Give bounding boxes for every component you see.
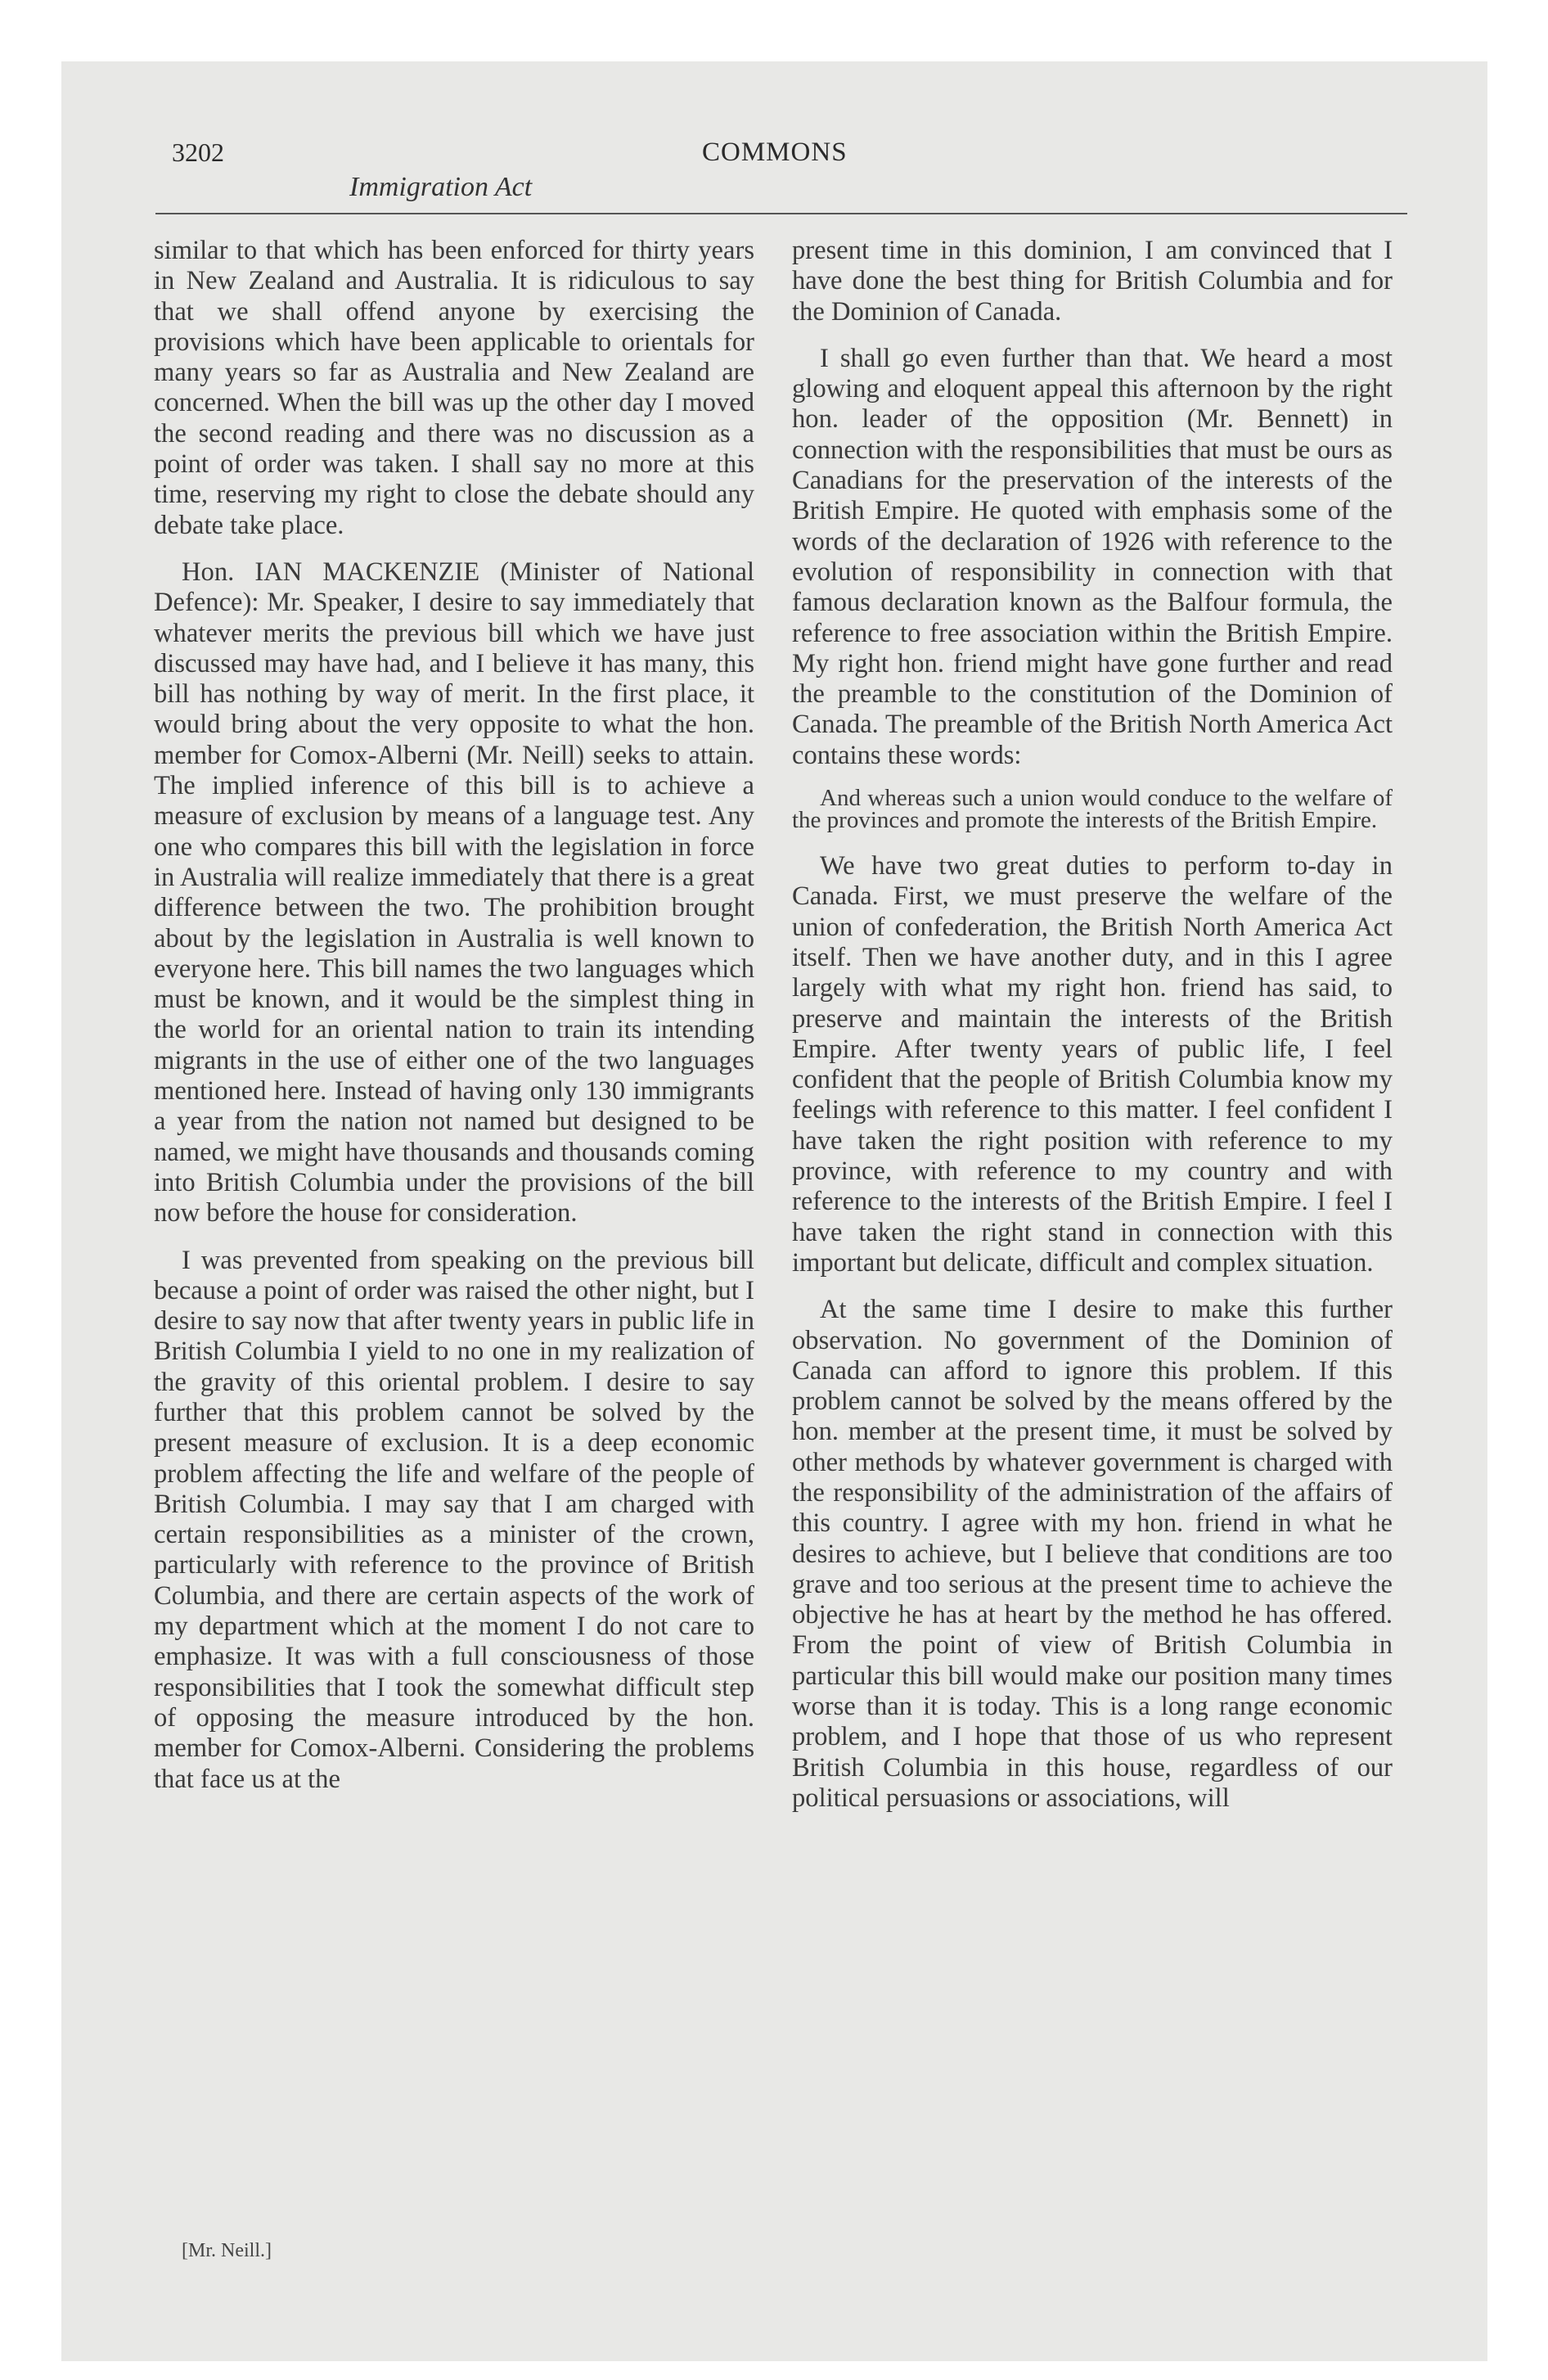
right-column [792,236,1393,1830]
paragraph: I was prevented from speaking on the previous bill because a point of order was raised the other night, but I desire to say now that after twenty years in public life in British Columbia I yield to no one in my realization of the gravity of this oriental problem. I desire to say further that this problem cannot be solved by the present measure of exclusion. It is a deep economic problem affecting the life and welfare of the people of British Columbia. I may say that I am charged with certain responsibilities as a minister of the crown, particularly with reference to the province of British Columbia, and there are certain aspects of the work of my department which at the moment I do not care to emphasize. It was with a full consciousness of those responsibilities that I took the somewhat difficult step of opposing the measure introduced by the hon. member for Comox-Alberni. Considering the problems that face us at the [154,1245,754,1794]
paragraph: I shall go even further than that. We heard a most glowing and eloquent appeal this afternoon by the right hon. leader of the opposition (Mr. Bennett) in connection with the responsibilities that must be ours as Canadians for the preservation of the interests of the British Empire. He quoted with emphasis some of the words of the declaration of 1926 with reference to the evolution of responsibility in connection with that famous declaration known as the Balfour formula, the reference to free association within the British Empire. My right hon. friend might have gone further and read the preamble to the constitution of the Dominion of Canada. The preamble of the British North America Act contains these words: [792,343,1393,770]
paragraph: similar to that which has been enforced for thirty years in New Zealand and Australia. It is ridiculous to say that we shall offend anyone by exercising the provisions which have been applicable to orientals for many years so far as Australia and New Zealand are concerned. When the bill was up the other day I moved the second reading and there was no discussion as a point of order was taken. I shall say no more at this time, reserving my right to close the debate should any debate take place. [154,236,754,540]
page-subject: Immigration Act [349,172,533,202]
page-number: 3202 [172,137,224,167]
block-quote: And whereas such a union would conduce to the welfare of the provinces and promote the interests of the British Empire. [792,785,1393,834]
left-column [154,236,754,1811]
paragraph: We have two great duties to perform to-day in Canada. First, we must preserve the welfare of the union of confederation, the British North America Act itself. Then we have another duty, and in this I agree largely with what my right hon. friend has said, to preserve and maintain the interests of the British Empire. After twenty years of public life, I feel confident that the people of British Columbia know my feelings with reference to this matter. I feel confident I have taken the right position with reference to my province, with reference to my country and with reference to the interests of the British Empire. I feel I have taken the right stand in connection with this important but delicate, difficult and complex situation. [792,851,1393,1278]
paragraph: At the same time I desire to make this further observation. No government of the Dominion of Canada can afford to ignore this problem. If this problem cannot be solved by the means offered by the hon. member at the present time, it must be solved by other methods by whatever government is charged with the responsibility of the administration of the affairs of this country. I agree with my hon. friend in what he desires to achieve, but I believe that conditions are too grave and too serious at the present time to achieve the objective he has at heart by the method he has offered. From the point of view of British Columbia in particular this bill would make our position many times worse than it is today. This is a long range economic problem, and I hope that those of us who represent British Columbia in this house, regardless of our political persuasions or associations, will [792,1295,1393,1813]
section-title: COMMONS [702,137,848,167]
speaker-footnote: [Mr. Neill.] [182,2240,272,2261]
paragraph: present time in this dominion, I am convinced that I have done the best thing for British Columbia and for the Dominion of Canada. [792,236,1393,327]
paragraph: Hon. IAN MACKENZIE (Minister of National Defence): Mr. Speaker, I desire to say immediately that whatever merits the previous bill which we have just discussed may have had, and I believe it has many, this bill has nothing by way of merit. In the first place, it would bring about the very opposite to what the hon. member for Comox-Alberni (Mr. Neill) seeks to attain. The implied inference of this bill is to achieve a measure of exclusion by means of a language test. Any one who compares this bill with the legislation in force in Australia will realize immediately that there is a great difference between the two. The prohibition brought about by the legislation in Australia is well known to everyone here. This bill names the two languages which must be known, and it would be the simplest thing in the world for an oriental nation to train its intending migrants in the use of either one of the two languages mentioned here. Instead of having only 130 immigrants a year from the nation not named but designed to be named, we might have thousands and thousands coming into British Columbia under the provisions of the bill now before the house for consideration. [154,557,754,1228]
header-rule [155,213,1407,214]
